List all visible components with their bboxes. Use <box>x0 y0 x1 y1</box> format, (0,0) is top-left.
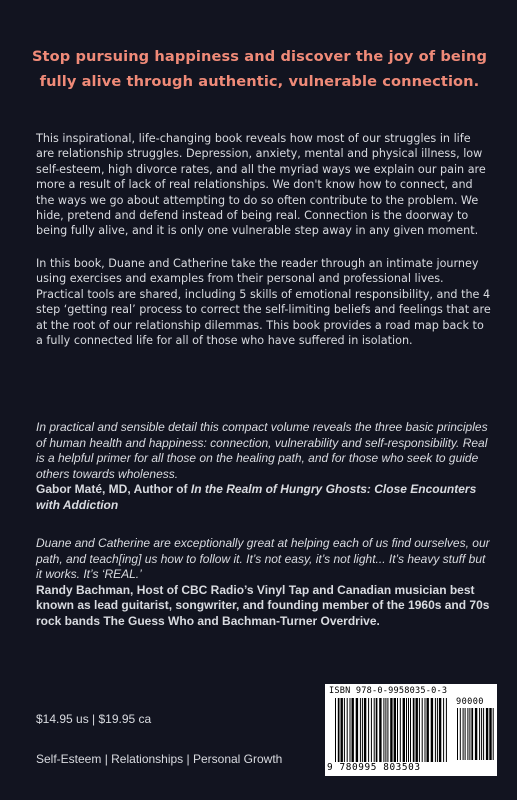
endorsement-quote: In practical and sensible detail this compact volume reveals the three basic principles of human health and happiness: connection, vulnerability and self-responsibility. Real is a helpful primer for all those on the healing path, and for those who seek to guide others towards wholeness. <box>36 420 488 481</box>
barcode-bar <box>352 698 354 762</box>
barcode-bar <box>493 708 494 760</box>
barcode-bar <box>364 698 366 762</box>
barcode-bar <box>408 698 409 762</box>
isbn-label: ISBN 978-0-9958035-0-3 <box>329 686 448 696</box>
barcode-bar <box>483 708 484 760</box>
description-paragraph-2: In this book, Duane and Catherine take the reader through an intimate journey using exercises and examples from their personal and professional lives. Practical tools are shared, including 5 skills of emotional responsibility, and the 4 step ‘getting real’ process to correct the self-limiting beliefs and feelings that are at the root of our relationship dilemmas. This book provides a road map back to a fully connected life for all of those who have suffered in isolation. <box>36 257 491 348</box>
barcode-bar <box>387 698 388 762</box>
barcode-bar <box>341 698 343 762</box>
barcode-bar <box>379 698 381 762</box>
barcode-bar <box>403 698 405 762</box>
barcode-bar <box>422 698 423 762</box>
description-paragraph-1: This inspirational, life-changing book reveals how most of our struggles in life are relationship struggles. Depression, anxiety, mental and physical illness, low self-esteem, high divorce rates, and all the myriad ways we explain our pain are more a result of lack of real relationships. We don't know how to connect, and the ways we go about attempting to do so often contribute to the problem. We hide, pretend and defend instead of being real. Connection is the doorway to being fully alive, and it is only one vulnerable step away in any given moment. <box>36 132 486 238</box>
barcode-bar <box>489 708 491 760</box>
barcode-bar <box>374 698 375 762</box>
barcode-bar <box>413 698 415 762</box>
price: $14.95 us | $19.95 ca <box>36 712 152 726</box>
barcode-bar <box>460 708 461 760</box>
barcode-bar <box>439 698 441 762</box>
categories: Self-Esteem | Relationships | Personal Growth <box>36 752 283 766</box>
barcode-bar <box>443 698 444 762</box>
barcode-bar <box>437 698 438 762</box>
barcode-bar <box>371 698 372 762</box>
barcode-bar <box>350 698 351 762</box>
barcode-bar <box>410 698 411 762</box>
barcode-bar <box>435 698 436 762</box>
barcode-bar <box>419 698 420 762</box>
barcode-bar <box>383 698 384 762</box>
barcode-bar <box>416 698 418 762</box>
barcode-bar <box>465 708 466 760</box>
barcode-bar <box>360 698 361 762</box>
barcode-bar <box>400 698 401 762</box>
barcode-bar <box>368 698 369 762</box>
tagline: Stop pursuing happiness and discover the joy of being fully alive through authentic, vulnerable connection. <box>31 48 488 90</box>
endorsement-bachman <box>36 536 491 630</box>
endorsement-mate <box>36 420 491 514</box>
isbn-barcode <box>325 684 497 776</box>
barcode-bar <box>463 708 464 760</box>
barcode-bar <box>425 698 426 762</box>
barcode-bar <box>479 708 480 760</box>
barcode-bar <box>344 698 345 762</box>
barcode-bar <box>394 698 396 762</box>
endorsement-quote: Duane and Catherine are exceptionally great at helping each of us find ourselves, our path, and teach[ing] us how to follow it. It’s not easy, it’s not light... It’s heavy stuff but it works. It’s ‘REAL.’ <box>36 536 490 582</box>
barcode-bar <box>397 698 398 762</box>
barcode-bar <box>406 698 407 762</box>
barcode-bar <box>471 708 473 760</box>
barcode-bar <box>390 698 392 762</box>
barcode-bar <box>427 698 429 762</box>
barcode-bar <box>356 698 358 762</box>
barcode-bar <box>469 708 470 760</box>
barcode-addon-number: 90000 <box>456 697 484 707</box>
barcode-bar <box>385 698 386 762</box>
barcode-bar <box>362 698 363 762</box>
barcode-bar <box>376 698 378 762</box>
barcode-ean-number: 9 780995 803503 <box>327 762 421 773</box>
barcode-bar <box>467 708 468 760</box>
barcode-bar <box>475 708 477 760</box>
endorsement-author: Gabor Maté, MD, Author of <box>36 482 191 497</box>
endorsement-author: Randy Bachman, Host of CBC Radio’s Vinyl Tap and Canadian musician best known as lead guitarist, songwriter, and founding member of the 1960s and 70s rock bands The Guess Who and Bachman-Turner Overdrive. <box>36 582 490 628</box>
endorsement-attribution <box>36 482 491 513</box>
endorsement-book-title: In the Realm of Hungry Ghosts: Close Encounters with Addiction <box>36 482 477 512</box>
barcode-bar <box>431 698 433 762</box>
barcode-bar <box>347 698 348 762</box>
barcode-bar <box>481 708 482 760</box>
barcode-bar <box>457 708 458 760</box>
barcode-bar <box>486 708 488 760</box>
barcode-bar <box>446 698 447 762</box>
barcode-bar <box>335 698 336 762</box>
barcode-bar <box>338 698 340 762</box>
